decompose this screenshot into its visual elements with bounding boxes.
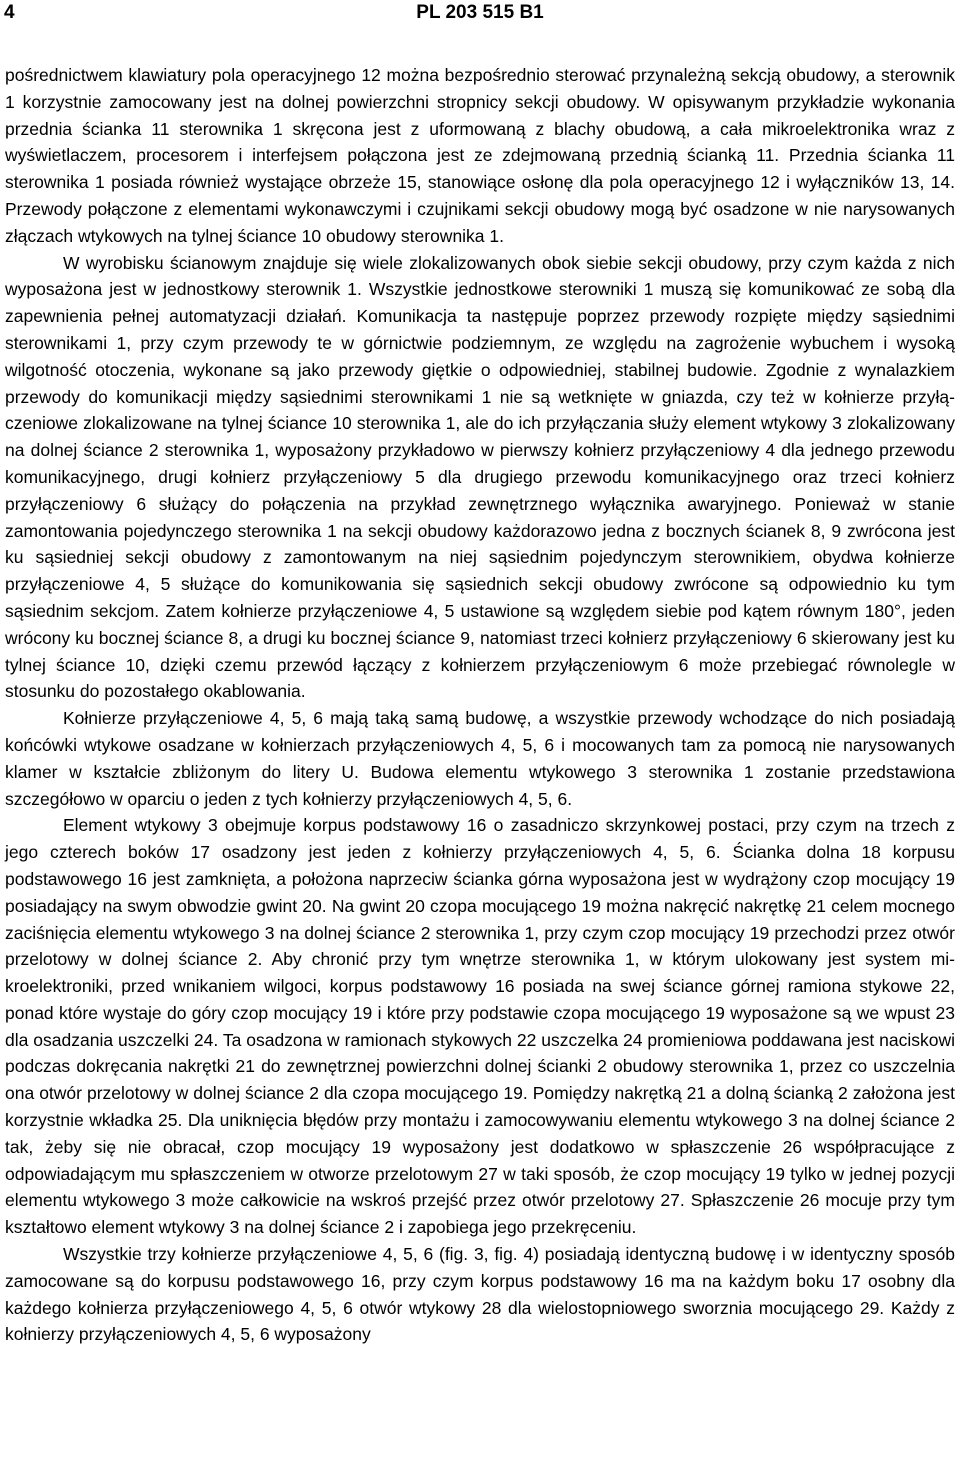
paragraph: Element wtykowy 3 obejmuje korpus podstawowy 16 o zasadniczo skrzynkowej postaci, przy czym na trzech z jego czterech boków 17 osadzony jest jeden z kołnierzy przyłączeniowych 4, 5, 6. Ścianka dolna 18 korpusu podstawowego 16 jest zamknięta, a położona naprzeciw ścianka górna wyposażona jest w wydrążony czop mocujący 19 posiadający na swym obwodzie gwint 20. Na gwint 20 czopa mocującego 19 można nakręcić nakrętkę 21 celem mocnego zaciśnięcia elementu wtykowego 3 na dolnej ściance 2 sterownika 1, przy czym czop mocujący 19 przechodzi przez otwór przelotowy w dolnej ściance 2. Aby chronić przy tym wnętrze sterownika 1, w którym ulokowany jest system mikroelektroniki, przed wnikaniem wilgoci, korpus podstawowy 16 posiada na swej ściance górnej ramiona stykowe 22, ponad które wystaje do góry czop mocujący 19 i które przy podstawie czopa mocującego 19 wyposażone są we wpust 23 dla osadzania uszczelki 24. Ta osadzona w ramionach stykowych 22 uszczelka 24 promieniowa poddawana jest naciskowi podczas dokręcania nakrętki 21 do zewnętrznej powierzchni dolnej ścianki 2 obudowy sterownika 1, przez co uszczelnia ona otwór przelotowy w dolnej ściance 2 dla czopa mocującego 19. Pomiędzy nakrętką 21 a dolną ścianką 2 założona jest korzystnie wkładka 25. Dla uniknięcia błędów przy montażu i zamocowywaniu elementu wtykowego 3 na dolnej ściance 2 tak, żeby się nie obracał, czop mocujący 19 wyposażony jest dodatkowo w spłaszczenie 26 współpracujące z odpowiadającym mu spłaszczeniem w otworze przelotowym 27 w taki sposób, że czop mocujący 19 tylko w jednej pozycji elementu wtykowego 3 może całkowicie na wskroś przejść przez otwór przelotowy 27. Spłaszczenie 26 mocuje przy tym kształtowo element wtykowy 3 na dolnej ściance 2 i zapobiega jego przekręceniu. bbox=[5, 815, 955, 1238]
paragraph: pośrednictwem klawiatury pola operacyjnego 12 można bezpośrednio sterować przynależną sekcją obudowy, a sterownik 1 korzystnie zamocowany jest na dolnej powierzchni stropnicy sekcji obudowy. W opisywanym przykładzie wykonania przednia ścianka 11 sterownika 1 skręcona jest z uformowaną z blachy obudową, a cała mikroelektronika wraz z wyświetlaczem, procesorem i interfejsem połączona jest ze zdejmowaną przednią ścianką 11. Przednia ścianka 11 sterownika 1 posiada również wystające obrzeże 15, stanowiące osłonę dla pola operacyjnego 12 i wyłączników 13, 14. Przewody połączone z elementami wykonawczymi i czujnikami sekcji obudowy mogą być osadzone w nie narysowanych złączach wtykowych na tylnej ściance 10 obudowy sterownika 1. bbox=[5, 65, 955, 246]
paragraph: W wyrobisku ścianowym znajduje się wiele zlokalizowanych obok siebie sekcji obudowy, przy czym każda z nich wyposażona jest w jednostkowy sterownik 1. Wszystkie jednostkowe sterowniki 1 muszą się komunikować ze sobą dla zapewnienia pełnej automatyzacji działań. Komunikacja ta następuje poprzez przewody rozpięte między sąsiednimi sterownikami 1, przy czym przewody te w górnictwie podziemnym, ze względu na zagrożenie wybuchem i wysoką wilgotność otoczenia, wykonane są jako przewody giętkie o odpowiedniej, stabilnej budowie. Zgodnie z wynalazkiem przewody do komunikacji między sąsiednimi sterownikami 1 nie są wetknięte w gniazda, czy też w kołnierze przyłączeniowe zlokalizowane na tylnej ściance 10 sterownika 1, ale do ich przyłączania służy element wtykowy 3 zlokalizowany na dolnej ściance 2 sterownika 1, wyposażony przykładowo w pierwszy kołnierz przyłączeniowy 4 dla jednego przewodu komunikacyjnego, drugi kołnierz przyłączeniowy 5 dla drugiego przewodu komunikacyjnego oraz trzeci kołnierz przyłączeniowy 6 służący do połączenia na przykład zewnętrznego wyłącznika awaryjnego. Ponieważ w stanie zamontowania pojedynczego sterownika 1 na sekcji obudowy każdorazowo jedna z bocznych ścianek 8, 9 zwrócona jest ku sąsiedniej sekcji obudowy z zamontowanym na niej sąsiednim pojedynczym sterownikiem, obydwa kołnierze przyłączeniowe 4, 5 służące do komunikowania się sąsiednich sekcji obudowy zwrócone są odpowiednio ku tym sąsiednim sekcjom. Zatem kołnierze przyłączeniowe 4, 5 ustawione są względem siebie pod kątem równym 180°, jeden wrócony ku bocznej ściance 8, a drugi ku bocznej ściance 9, natomiast trzeci kołnierz przyłączeniowy 6 skierowany jest ku tylnej ściance 10, dzięki czemu przewód łączący z kołnierzem przyłączeniowym 6 może przebiegać równolegle w stosunku do pozostałego okablowania. bbox=[5, 252, 955, 702]
patent-number: PL 203 515 B1 bbox=[416, 2, 544, 23]
paragraph: Kołnierze przyłączeniowe 4, 5, 6 mają taką samą budowę, a wszystkie przewody wchodzące do nich posiadają końcówki wtykowe osadzane w kołnierzach przyłączeniowych 4, 5, 6 i mocowanych tam za pomocą nie narysowanych klamer w kształcie zbliżonym do litery U. Budowa elementu wtykowego 3 sterownika 1 zostanie przedstawiona szczegółowo w oparciu o jeden z tych kołnierzy przyłączeniowych 4, 5, 6. bbox=[5, 708, 955, 809]
document-body bbox=[5, 62, 955, 1348]
page-number: 4 bbox=[4, 2, 15, 23]
paragraph: Wszystkie trzy kołnierze przyłączeniowe 4, 5, 6 (fig. 3, fig. 4) posiadają identyczną budowę i w identyczny sposób zamocowane są do korpusu podstawowego 16, przy czym korpus podstawowy 16 ma na każdym boku 17 osobny dla każdego kołnierza przyłączeniowego 4, 5, 6 otwór wtykowy 28 dla wielostopniowego sworznia mocującego 29. Każdy z kołnierzy przyłączeniowych 4, 5, 6 wyposażony bbox=[5, 1244, 955, 1345]
page-header bbox=[0, 0, 960, 40]
